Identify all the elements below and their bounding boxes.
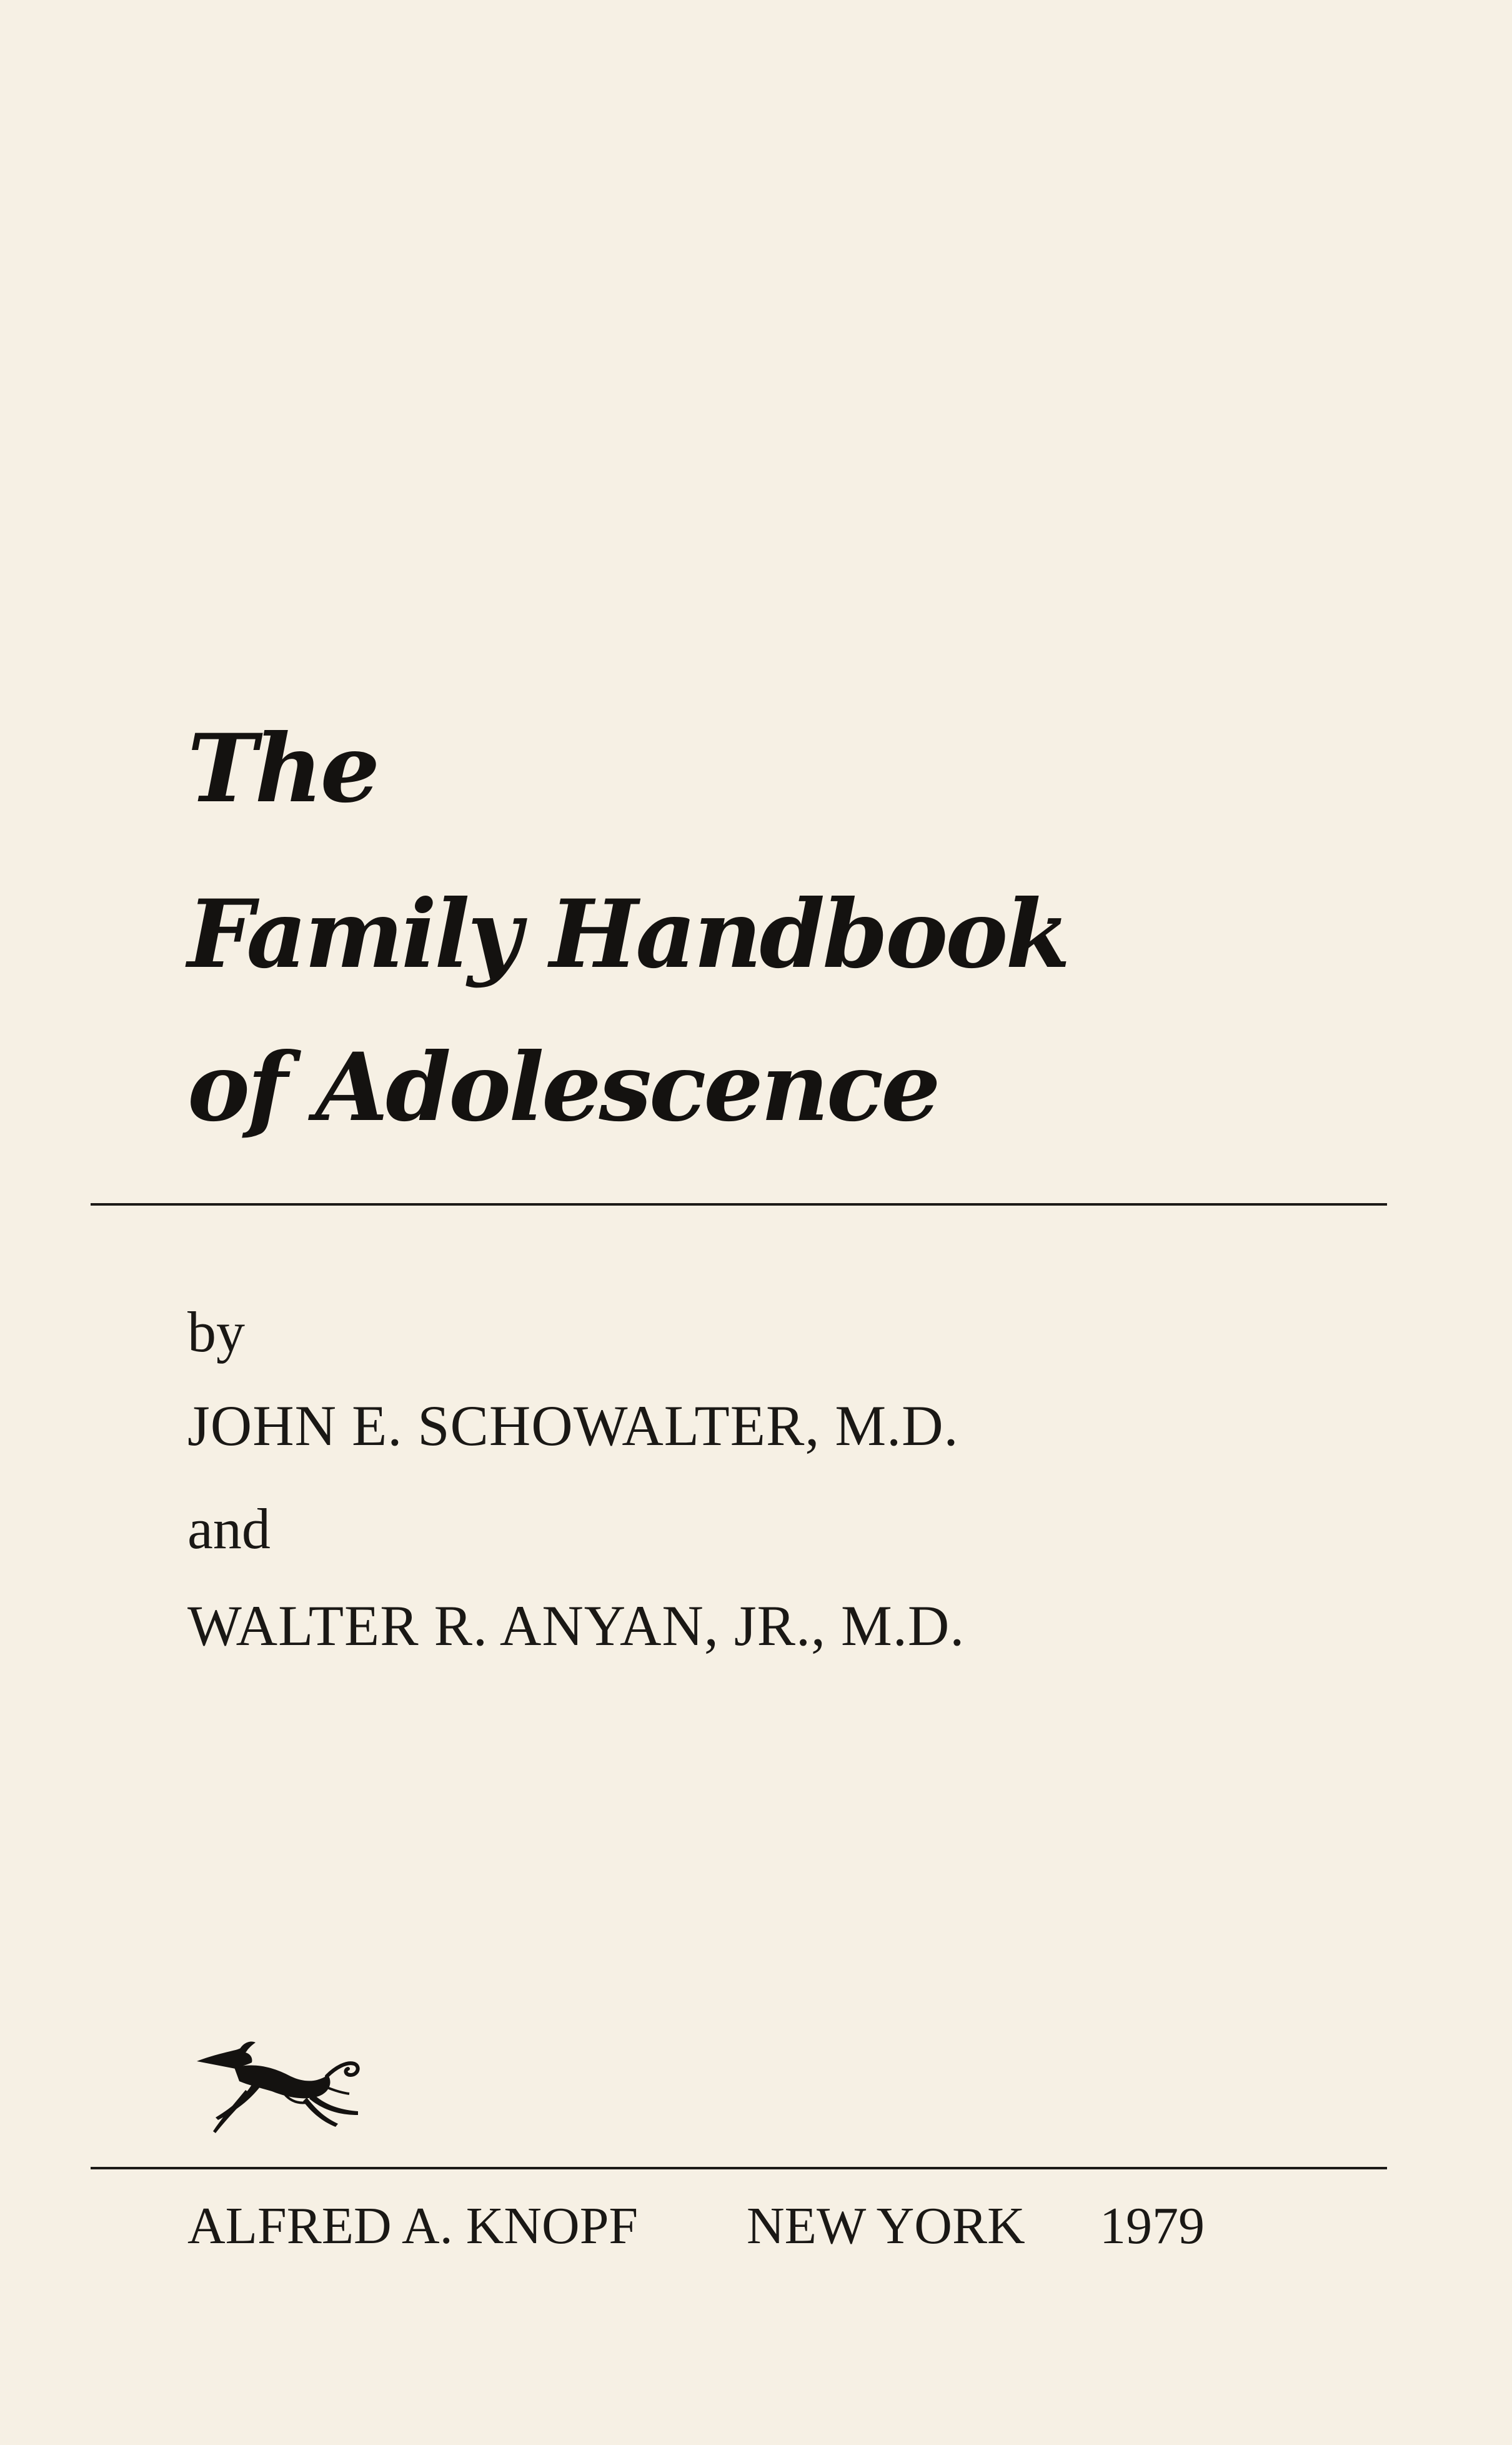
- publisher-city: NEW YORK: [747, 2197, 1025, 2255]
- bottom-rule: [91, 2167, 1387, 2169]
- author-1: JOHN E. SCHOWALTER, M.D.: [187, 1394, 959, 1458]
- top-rule: [91, 1203, 1387, 1206]
- title-line-1: The: [187, 714, 378, 824]
- publication-year: 1979: [1100, 2197, 1205, 2255]
- byline-by: by: [187, 1300, 245, 1364]
- byline-and: and: [187, 1497, 271, 1561]
- title-line-3: of Adolescence: [187, 1032, 938, 1142]
- title-line-2: Family Handbook: [187, 879, 1068, 989]
- author-2: WALTER R. ANYAN, JR., M.D.: [187, 1594, 965, 1658]
- publisher-name: ALFRED A. KNOPF: [187, 2197, 639, 2255]
- borzoi-dog-icon: [191, 2031, 372, 2138]
